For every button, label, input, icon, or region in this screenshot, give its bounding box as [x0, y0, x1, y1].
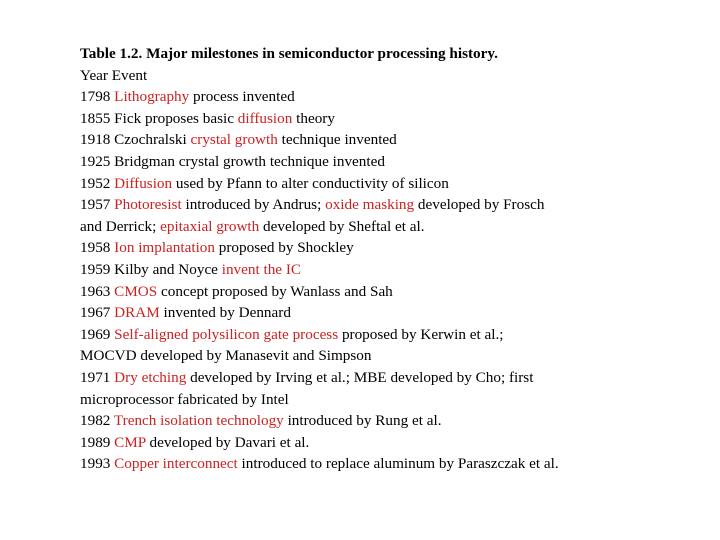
entry-text: developed by Irving et al.; MBE developed by Cho; first	[186, 368, 534, 386]
milestone-year: 1918	[80, 131, 111, 149]
milestone-entry	[80, 129, 680, 151]
entry-text: developed by Davari et al.	[145, 433, 310, 451]
milestone-entry	[80, 453, 680, 475]
entry-text: developed by Frosch	[414, 196, 545, 214]
milestone-entry	[80, 259, 680, 281]
milestone-entry	[80, 151, 680, 173]
entry-text: and Derrick;	[80, 217, 161, 235]
milestone-year: 1952	[80, 174, 111, 192]
table-title: Table 1.2. Major milestones in semiconductor processing history.	[80, 45, 498, 62]
milestone-entry	[80, 302, 680, 324]
highlighted-term: Dry etching	[114, 368, 187, 386]
highlighted-term: Trench isolation technology	[113, 412, 284, 430]
highlighted-term: oxide masking	[325, 196, 415, 214]
milestone-year: 1969	[80, 325, 111, 343]
highlighted-term: Copper interconnect	[114, 455, 238, 473]
milestone-entry	[80, 281, 680, 303]
milestone-entry	[80, 410, 680, 432]
milestone-entry	[80, 237, 680, 259]
milestone-entry	[80, 324, 680, 346]
milestone-year: 1967	[80, 304, 111, 322]
highlighted-term: Lithography	[114, 88, 190, 106]
entry-text: developed by Sheftal et al.	[259, 217, 425, 235]
entry-text: theory	[292, 109, 335, 127]
milestone-year: 1993	[80, 455, 111, 473]
entry-text: technique invented	[277, 131, 397, 149]
milestone-year: 1957	[80, 196, 111, 214]
entry-text: invented by Dennard	[159, 304, 291, 322]
milestone-year: 1798	[80, 88, 111, 106]
milestone-year: 1958	[80, 239, 111, 257]
entry-text: MOCVD developed by Manasevit and Simpson	[80, 347, 372, 365]
highlighted-term: CMOS	[114, 282, 158, 300]
highlighted-term: crystal growth	[190, 131, 278, 149]
milestone-year: 1982	[80, 412, 111, 430]
highlighted-term: epitaxial growth	[160, 217, 260, 235]
highlighted-term: invent the IC	[221, 260, 302, 278]
milestone-year: 1989	[80, 433, 111, 451]
highlighted-term: DRAM	[114, 304, 160, 322]
entry-text: Fick proposes basic	[114, 109, 238, 127]
milestone-list	[80, 86, 680, 475]
document-body	[80, 43, 680, 475]
entry-text: Kilby and Noyce	[114, 260, 222, 278]
highlighted-term: diffusion	[237, 109, 293, 127]
entry-text: concept proposed by Wanlass and Sah	[157, 282, 393, 300]
entry-text: microprocessor fabricated by Intel	[80, 390, 289, 408]
entry-text: introduced by Rung et al.	[283, 412, 442, 430]
highlighted-term: Self-aligned polysilicon gate process	[114, 325, 339, 343]
milestone-year: 1971	[80, 368, 111, 386]
entry-text: Czochralski	[114, 131, 191, 149]
milestone-entry-continued	[80, 216, 680, 238]
highlighted-term: CMP	[114, 433, 146, 451]
highlighted-term: Diffusion	[114, 174, 173, 192]
milestone-entry	[80, 194, 680, 216]
milestone-entry	[80, 86, 680, 108]
highlighted-term: Photoresist	[114, 196, 182, 214]
milestone-entry	[80, 108, 680, 130]
milestone-entry-continued	[80, 389, 680, 411]
entry-text: used by Pfann to alter conductivity of silicon	[172, 174, 449, 192]
entry-text: introduced to replace aluminum by Paraszczak et al.	[237, 455, 559, 473]
milestone-year: 1963	[80, 282, 111, 300]
highlighted-term: Ion implantation	[114, 239, 215, 257]
milestone-entry-continued	[80, 345, 680, 367]
milestone-entry	[80, 173, 680, 195]
milestone-year: 1925	[80, 152, 111, 170]
table-header: Year Event	[80, 66, 148, 84]
entry-text: process invented	[189, 88, 295, 106]
entry-text: proposed by Shockley	[214, 239, 354, 257]
milestone-entry	[80, 432, 680, 454]
milestone-year: 1959	[80, 260, 111, 278]
milestone-entry	[80, 367, 680, 389]
entry-text: Bridgman crystal growth technique invented	[114, 152, 385, 170]
entry-text: proposed by Kerwin et al.;	[338, 325, 504, 343]
entry-text: introduced by Andrus;	[181, 196, 326, 214]
milestone-year: 1855	[80, 109, 111, 127]
